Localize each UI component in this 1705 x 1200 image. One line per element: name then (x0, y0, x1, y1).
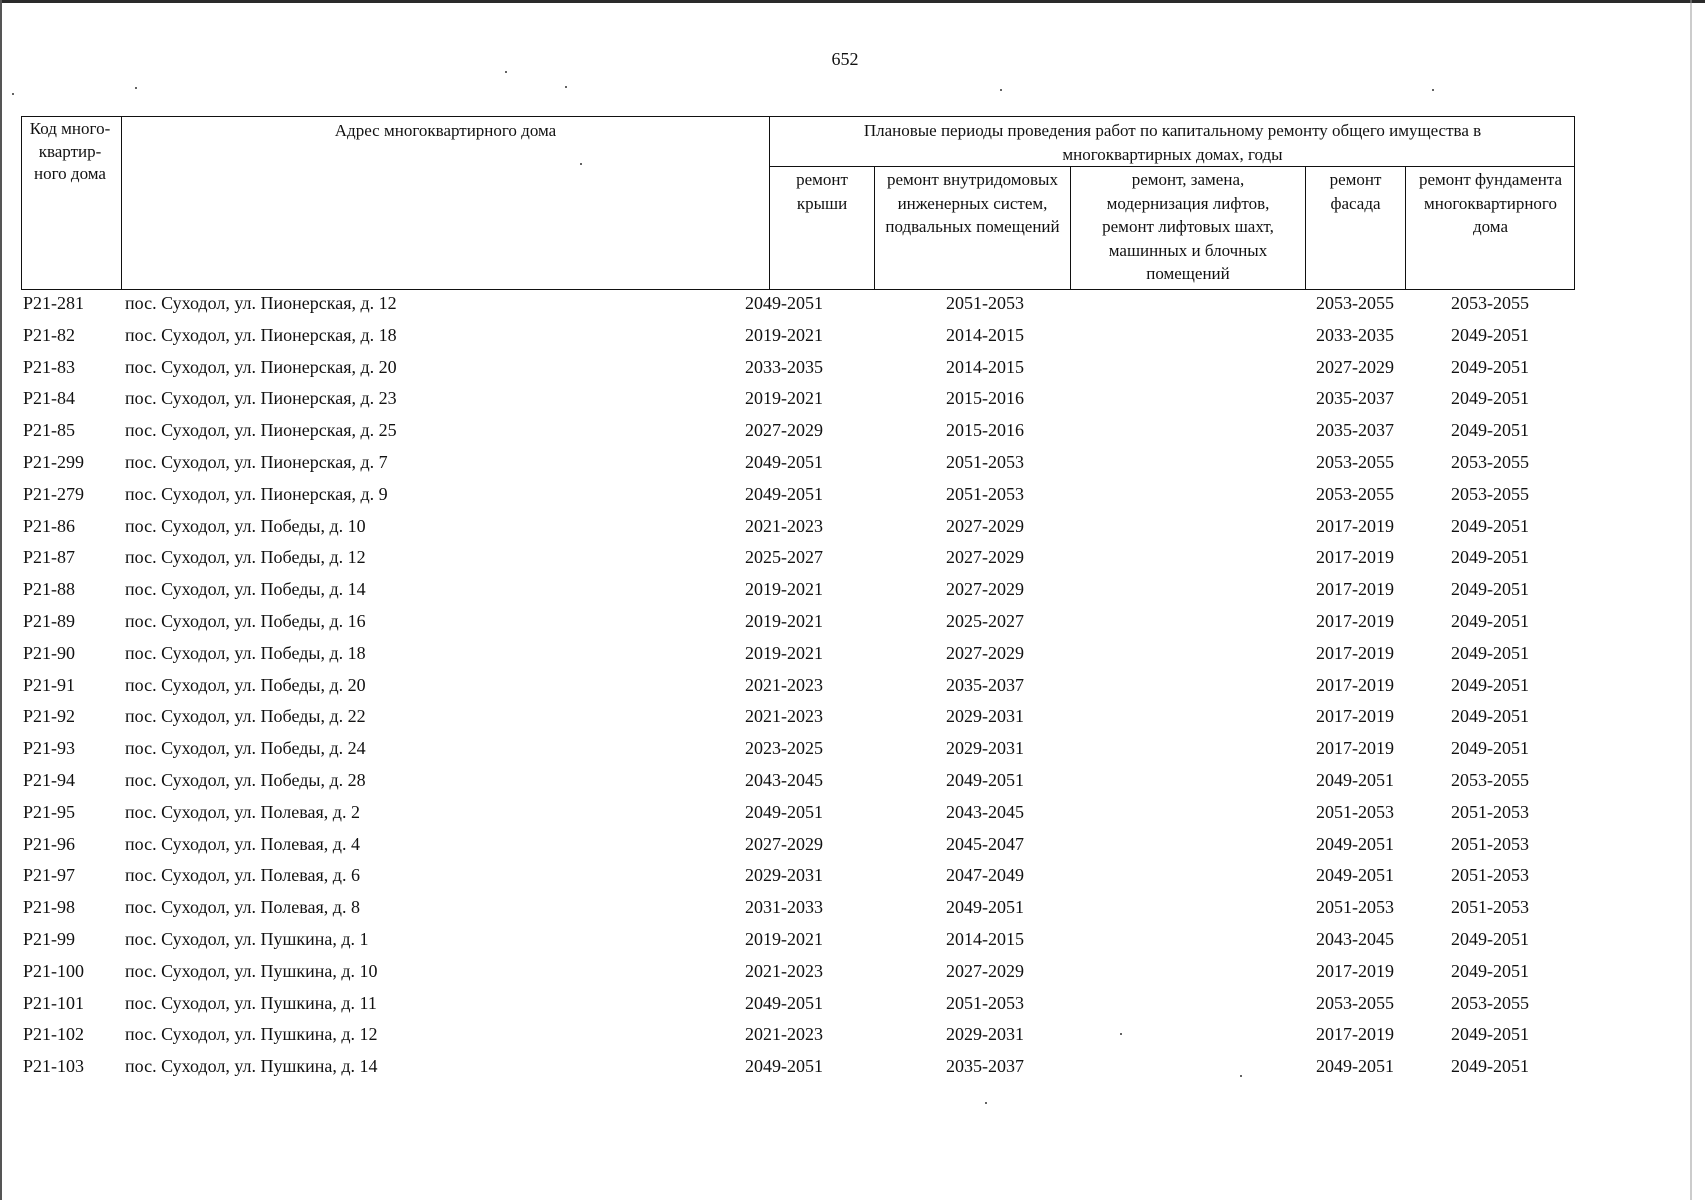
roof-period: 2043-2045 (745, 769, 823, 790)
systems-period: 2015-2016 (946, 420, 1024, 441)
systems-period: 2051-2053 (946, 451, 1024, 472)
systems-period: 2035-2037 (946, 1056, 1024, 1077)
systems-period: 2051-2053 (946, 992, 1024, 1013)
roof-period: 2019-2021 (745, 642, 823, 663)
header-code: Код много-квартир-ного дома (29, 119, 111, 183)
table-row (0, 733, 1690, 765)
roof-period: 2021-2023 (745, 960, 823, 981)
roof-period: 2023-2025 (745, 738, 823, 759)
facade-period: 2017-2019 (1316, 515, 1394, 536)
facade-period: 2053-2055 (1316, 483, 1394, 504)
table-row (0, 447, 1690, 479)
table-row (0, 352, 1690, 384)
house-code: Р21-91 (23, 674, 76, 695)
foundation-period: 2049-2051 (1451, 738, 1529, 759)
header-group: Плановые периоды проведения работ по капитальному ремонту общего имущества в многоквартирных домах, годы (863, 121, 1482, 164)
roof-period: 2049-2051 (745, 1056, 823, 1077)
systems-period: 2051-2053 (946, 293, 1024, 313)
table-row (0, 606, 1690, 638)
table-row (0, 924, 1690, 956)
roof-period: 2027-2029 (745, 833, 823, 854)
roof-period: 2019-2021 (745, 388, 823, 409)
scan-speck (1432, 89, 1434, 91)
foundation-period: 2051-2053 (1451, 801, 1529, 822)
roof-period: 2033-2035 (745, 356, 823, 377)
facade-period: 2053-2055 (1316, 293, 1394, 313)
systems-period: 2043-2045 (946, 801, 1024, 822)
systems-period: 2029-2031 (946, 706, 1024, 727)
scan-speck (505, 71, 507, 73)
house-code: Р21-99 (23, 928, 76, 949)
header-code-cell (21, 116, 122, 290)
page-number: 652 (831, 49, 859, 69)
house-address: пос. Суходол, ул. Пушкина, д. 11 (125, 992, 377, 1013)
table-row (0, 288, 1690, 320)
house-code: Р21-86 (23, 515, 76, 536)
roof-period: 2021-2023 (745, 515, 823, 536)
systems-period: 2015-2016 (946, 388, 1024, 409)
house-code: Р21-103 (23, 1056, 85, 1077)
house-address: пос. Суходол, ул. Победы, д. 20 (125, 674, 366, 695)
systems-period: 2027-2029 (946, 642, 1024, 663)
house-code: Р21-89 (23, 610, 76, 631)
house-address: пос. Суходол, ул. Пушкина, д. 10 (125, 960, 378, 981)
facade-period: 2049-2051 (1316, 833, 1394, 854)
header-address: Адрес многоквартирного дома (334, 121, 557, 140)
header-foundation: ремонт фундамента многоквартирного дома (1418, 170, 1563, 236)
systems-period: 2025-2027 (946, 610, 1024, 631)
table-row (0, 797, 1690, 829)
house-code: Р21-101 (23, 992, 85, 1013)
systems-period: 2014-2015 (946, 356, 1024, 377)
foundation-period: 2049-2051 (1451, 515, 1529, 536)
roof-period: 2049-2051 (745, 483, 823, 504)
house-address: пос. Суходол, ул. Пионерская, д. 25 (125, 420, 397, 441)
header-group-cell (770, 116, 1575, 167)
house-code: Р21-87 (23, 547, 76, 568)
house-address: пос. Суходол, ул. Пушкина, д. 1 (125, 928, 369, 949)
foundation-period: 2049-2051 (1451, 420, 1529, 441)
house-code: Р21-94 (23, 769, 76, 790)
systems-period: 2027-2029 (946, 515, 1024, 536)
table-row (0, 479, 1690, 511)
systems-period: 2027-2029 (946, 960, 1024, 981)
foundation-period: 2049-2051 (1451, 324, 1529, 345)
scan-speck (565, 86, 567, 88)
systems-period: 2049-2051 (946, 769, 1024, 790)
systems-period: 2014-2015 (946, 324, 1024, 345)
house-address: пос. Суходол, ул. Пушкина, д. 12 (125, 1024, 378, 1045)
table-row (0, 860, 1690, 892)
table-row (0, 542, 1690, 574)
house-address: пос. Суходол, ул. Победы, д. 18 (125, 642, 366, 663)
house-address: пос. Суходол, ул. Победы, д. 14 (125, 579, 366, 600)
facade-period: 2017-2019 (1316, 579, 1394, 600)
foundation-period: 2049-2051 (1451, 547, 1529, 568)
table-row (0, 1019, 1690, 1051)
foundation-period: 2049-2051 (1451, 579, 1529, 600)
house-code: Р21-98 (23, 897, 76, 918)
facade-period: 2049-2051 (1316, 865, 1394, 886)
facade-period: 2043-2045 (1316, 928, 1394, 949)
table-row (0, 701, 1690, 733)
roof-period: 2031-2033 (745, 897, 823, 918)
header-systems: ремонт внутридомовых инженерных систем, подвальных помещений (885, 170, 1060, 236)
house-code: Р21-96 (23, 833, 76, 854)
facade-period: 2033-2035 (1316, 324, 1394, 345)
roof-period: 2021-2023 (745, 674, 823, 695)
table-body (0, 288, 1690, 1083)
facade-period: 2035-2037 (1316, 420, 1394, 441)
house-address: пос. Суходол, ул. Победы, д. 16 (125, 610, 366, 631)
facade-period: 2017-2019 (1316, 642, 1394, 663)
header-roof-cell (770, 167, 875, 290)
facade-period: 2053-2055 (1316, 451, 1394, 472)
table-row (0, 988, 1690, 1020)
house-address: пос. Суходол, ул. Пионерская, д. 12 (125, 293, 397, 313)
systems-period: 2047-2049 (946, 865, 1024, 886)
house-code: Р21-102 (23, 1024, 85, 1045)
house-address: пос. Суходол, ул. Полевая, д. 8 (125, 897, 360, 918)
foundation-period: 2049-2051 (1451, 960, 1529, 981)
systems-period: 2049-2051 (946, 897, 1024, 918)
table-row (0, 892, 1690, 924)
foundation-period: 2053-2055 (1451, 293, 1529, 313)
header-facade: ремонт фасада (1329, 170, 1382, 213)
foundation-period: 2049-2051 (1451, 642, 1529, 663)
house-code: Р21-93 (23, 738, 76, 759)
foundation-period: 2049-2051 (1451, 1024, 1529, 1045)
foundation-period: 2051-2053 (1451, 865, 1529, 886)
systems-period: 2029-2031 (946, 738, 1024, 759)
house-code: Р21-279 (23, 483, 85, 504)
roof-period: 2049-2051 (745, 801, 823, 822)
table-row (0, 320, 1690, 352)
roof-period: 2027-2029 (745, 420, 823, 441)
house-code: Р21-97 (23, 865, 76, 886)
roof-period: 2021-2023 (745, 1024, 823, 1045)
house-code: Р21-299 (23, 451, 85, 472)
house-code: Р21-84 (23, 388, 76, 409)
facade-period: 2017-2019 (1316, 738, 1394, 759)
header-roof: ремонт крыши (796, 170, 848, 213)
roof-period: 2025-2027 (745, 547, 823, 568)
facade-period: 2051-2053 (1316, 897, 1394, 918)
scan-speck (12, 93, 14, 95)
house-code: Р21-95 (23, 801, 76, 822)
foundation-period: 2051-2053 (1451, 833, 1529, 854)
house-code: Р21-82 (23, 324, 76, 345)
table-row (0, 670, 1690, 702)
table-row (0, 511, 1690, 543)
systems-period: 2027-2029 (946, 547, 1024, 568)
systems-period: 2014-2015 (946, 928, 1024, 949)
table-row (0, 415, 1690, 447)
foundation-period: 2049-2051 (1451, 388, 1529, 409)
foundation-period: 2051-2053 (1451, 897, 1529, 918)
facade-period: 2049-2051 (1316, 769, 1394, 790)
facade-period: 2027-2029 (1316, 356, 1394, 377)
facade-period: 2053-2055 (1316, 992, 1394, 1013)
roof-period: 2019-2021 (745, 324, 823, 345)
foundation-period: 2049-2051 (1451, 928, 1529, 949)
house-address: пос. Суходол, ул. Пушкина, д. 14 (125, 1056, 378, 1077)
foundation-period: 2049-2051 (1451, 610, 1529, 631)
roof-period: 2049-2051 (745, 451, 823, 472)
table-row (0, 829, 1690, 861)
foundation-period: 2053-2055 (1451, 483, 1529, 504)
table-row (0, 638, 1690, 670)
roof-period: 2019-2021 (745, 610, 823, 631)
house-address: пос. Суходол, ул. Победы, д. 24 (125, 738, 366, 759)
house-code: Р21-85 (23, 420, 76, 441)
house-address: пос. Суходол, ул. Полевая, д. 4 (125, 833, 360, 854)
scan-speck (1000, 89, 1002, 91)
header-address-cell (122, 116, 770, 290)
facade-period: 2017-2019 (1316, 547, 1394, 568)
roof-period: 2019-2021 (745, 579, 823, 600)
foundation-period: 2049-2051 (1451, 1056, 1529, 1077)
facade-period: 2035-2037 (1316, 388, 1394, 409)
header-facade-cell (1306, 167, 1406, 290)
systems-period: 2045-2047 (946, 833, 1024, 854)
scan-speck (985, 1102, 987, 1104)
house-address: пос. Суходол, ул. Победы, д. 12 (125, 547, 366, 568)
house-code: Р21-88 (23, 579, 76, 600)
facade-period: 2017-2019 (1316, 706, 1394, 727)
house-address: пос. Суходол, ул. Пионерская, д. 18 (125, 324, 397, 345)
foundation-period: 2053-2055 (1451, 769, 1529, 790)
systems-period: 2027-2029 (946, 579, 1024, 600)
facade-period: 2017-2019 (1316, 960, 1394, 981)
house-address: пос. Суходол, ул. Пионерская, д. 23 (125, 388, 397, 409)
table-row (0, 956, 1690, 988)
facade-period: 2017-2019 (1316, 1024, 1394, 1045)
systems-period: 2035-2037 (946, 674, 1024, 695)
table-row (0, 765, 1690, 797)
foundation-period: 2049-2051 (1451, 706, 1529, 727)
roof-period: 2021-2023 (745, 706, 823, 727)
scan-speck (135, 87, 137, 89)
house-address: пос. Суходол, ул. Победы, д. 10 (125, 515, 366, 536)
scan-top-border (0, 0, 1705, 3)
facade-period: 2017-2019 (1316, 674, 1394, 695)
house-code: Р21-90 (23, 642, 76, 663)
systems-period: 2051-2053 (946, 483, 1024, 504)
header-foundation-cell (1406, 167, 1575, 290)
foundation-period: 2053-2055 (1451, 451, 1529, 472)
roof-period: 2049-2051 (745, 293, 823, 313)
house-code: Р21-281 (23, 293, 85, 313)
house-code: Р21-92 (23, 706, 76, 727)
facade-period: 2049-2051 (1316, 1056, 1394, 1077)
foundation-period: 2049-2051 (1451, 356, 1529, 377)
house-code: Р21-83 (23, 356, 76, 377)
header-lifts: ремонт, замена, модернизация лифтов, ремонт лифтовых шахт, машинных и блочных помещений (1102, 170, 1274, 283)
house-address: пос. Суходол, ул. Полевая, д. 6 (125, 865, 360, 886)
header-lifts-cell (1071, 167, 1306, 290)
facade-period: 2017-2019 (1316, 610, 1394, 631)
facade-period: 2051-2053 (1316, 801, 1394, 822)
house-address: пос. Суходол, ул. Пионерская, д. 9 (125, 483, 388, 504)
house-address: пос. Суходол, ул. Победы, д. 28 (125, 769, 366, 790)
foundation-period: 2049-2051 (1451, 674, 1529, 695)
foundation-period: 2053-2055 (1451, 992, 1529, 1013)
header-systems-cell (875, 167, 1071, 290)
house-address: пос. Суходол, ул. Победы, д. 22 (125, 706, 366, 727)
systems-period: 2029-2031 (946, 1024, 1024, 1045)
table-row (0, 1051, 1690, 1083)
roof-period: 2029-2031 (745, 865, 823, 886)
table-row (0, 383, 1690, 415)
house-address: пос. Суходол, ул. Полевая, д. 2 (125, 801, 360, 822)
house-code: Р21-100 (23, 960, 85, 981)
table-row (0, 574, 1690, 606)
roof-period: 2019-2021 (745, 928, 823, 949)
house-address: пос. Суходол, ул. Пионерская, д. 7 (125, 451, 388, 472)
roof-period: 2049-2051 (745, 992, 823, 1013)
scan-right-border (1690, 0, 1692, 1200)
house-address: пос. Суходол, ул. Пионерская, д. 20 (125, 356, 397, 377)
